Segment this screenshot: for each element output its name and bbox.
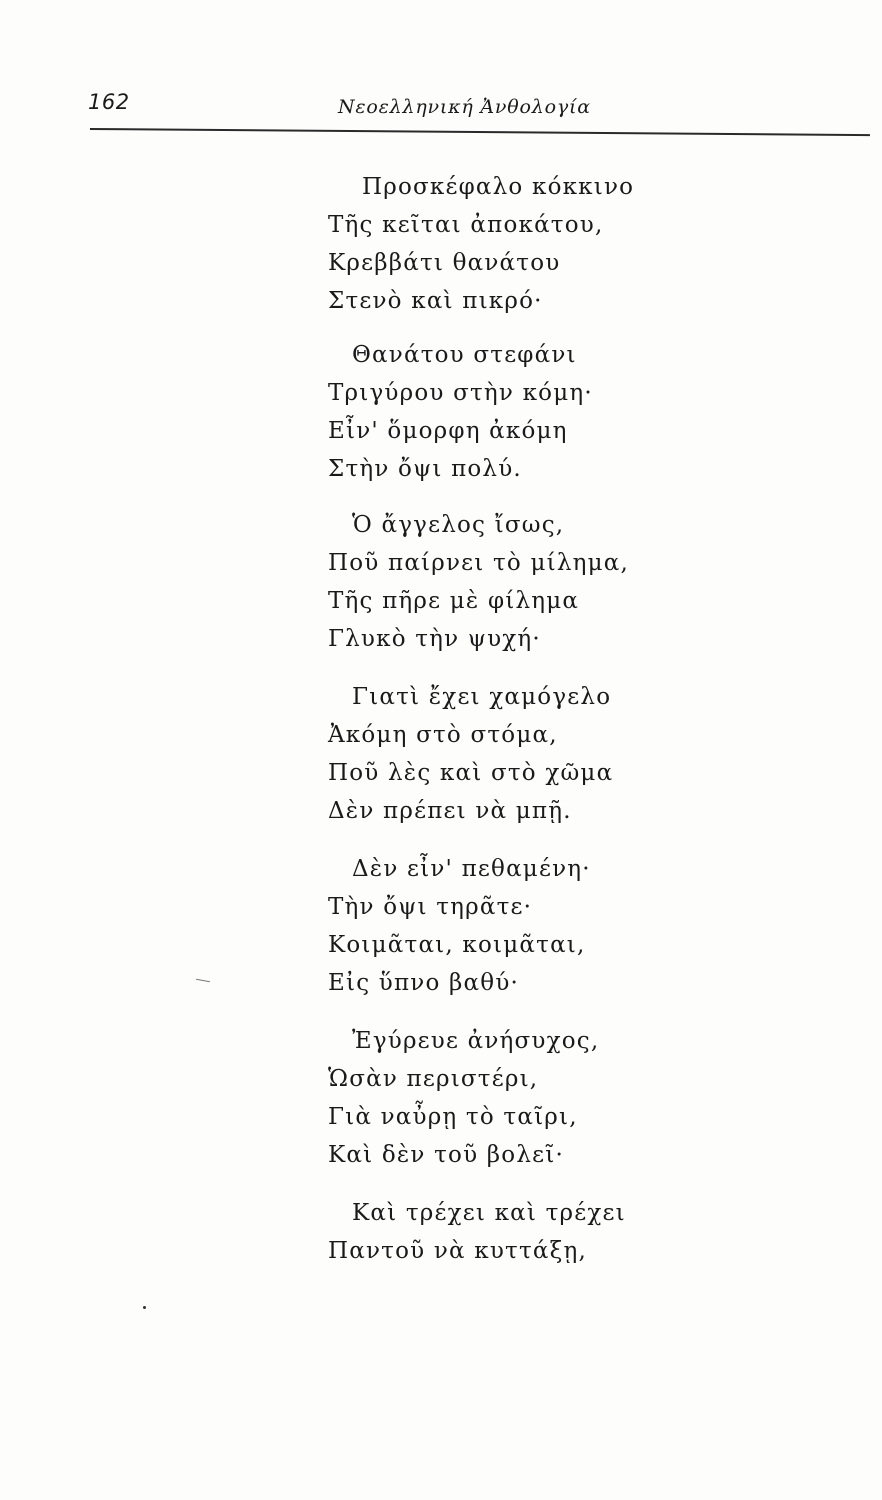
poem-line: Τῆς πῆρε μὲ φίλημα (328, 588, 580, 614)
poem-line: Γιατὶ ἔχει χαμόγελο (352, 684, 612, 710)
poem-line: Ποῦ παίρνει τὸ μίλημα, (328, 550, 630, 576)
poem-line: Κοιμᾶται, κοιμᾶται, (328, 932, 586, 958)
poem-line: Ὡσὰν περιστέρι, (328, 1066, 539, 1092)
poem-line: Παντοῦ νὰ κυττάξῃ, (328, 1238, 587, 1264)
page-number: 162 (88, 90, 130, 114)
poem-line: Δὲν πρέπει νὰ μπῇ. (328, 798, 572, 824)
poem-line: Ἐγύρευε ἀνήσυχος, (352, 1028, 600, 1054)
poem-line: Τῆς κεῖται ἀποκάτου, (328, 212, 604, 238)
poem-line: Τριγύρου στὴν κόμη· (328, 380, 593, 406)
poem-line: Γλυκὸ τὴν ψυχή· (328, 626, 541, 652)
poem-line: Θανάτου στεφάνι (352, 342, 577, 368)
poem-line: Τὴν ὄψι τηρᾶτε· (328, 894, 533, 920)
page-header (88, 88, 808, 128)
poem-line: Εἶν' ὅμορφη ἀκόμη (328, 418, 568, 444)
running-title: Νεοελληνική Ἀνθολογία (338, 96, 591, 118)
print-speck (143, 1306, 146, 1309)
print-mark (196, 979, 210, 982)
poem-line: Στενὸ καὶ πικρό· (328, 288, 543, 314)
poem-line: Ὁ ἄγγελος ἴσως, (352, 512, 565, 538)
header-rule (90, 128, 870, 136)
poem-line: Καὶ τρέχει καὶ τρέχει (352, 1200, 626, 1226)
poem-line: Ποῦ λὲς καὶ στὸ χῶμα (328, 760, 614, 786)
poem-line: Ἀκόμη στὸ στόμα, (328, 722, 558, 748)
poem-line: Δὲν εἶν' πεθαμένη· (352, 856, 591, 882)
poem-line: Προσκέφαλο κόκκινο (362, 174, 635, 200)
poem-line: Εἰς ὕπνο βαθύ· (328, 970, 520, 996)
poem-line: Στὴν ὄψι πολύ. (328, 456, 522, 482)
poem-line: Κρεββάτι θανάτου (328, 250, 561, 276)
poem-line: Καὶ δὲν τοῦ βολεῖ· (328, 1142, 564, 1168)
poem-line: Γιὰ ναὖρῃ τὸ ταῖρι, (328, 1104, 578, 1130)
